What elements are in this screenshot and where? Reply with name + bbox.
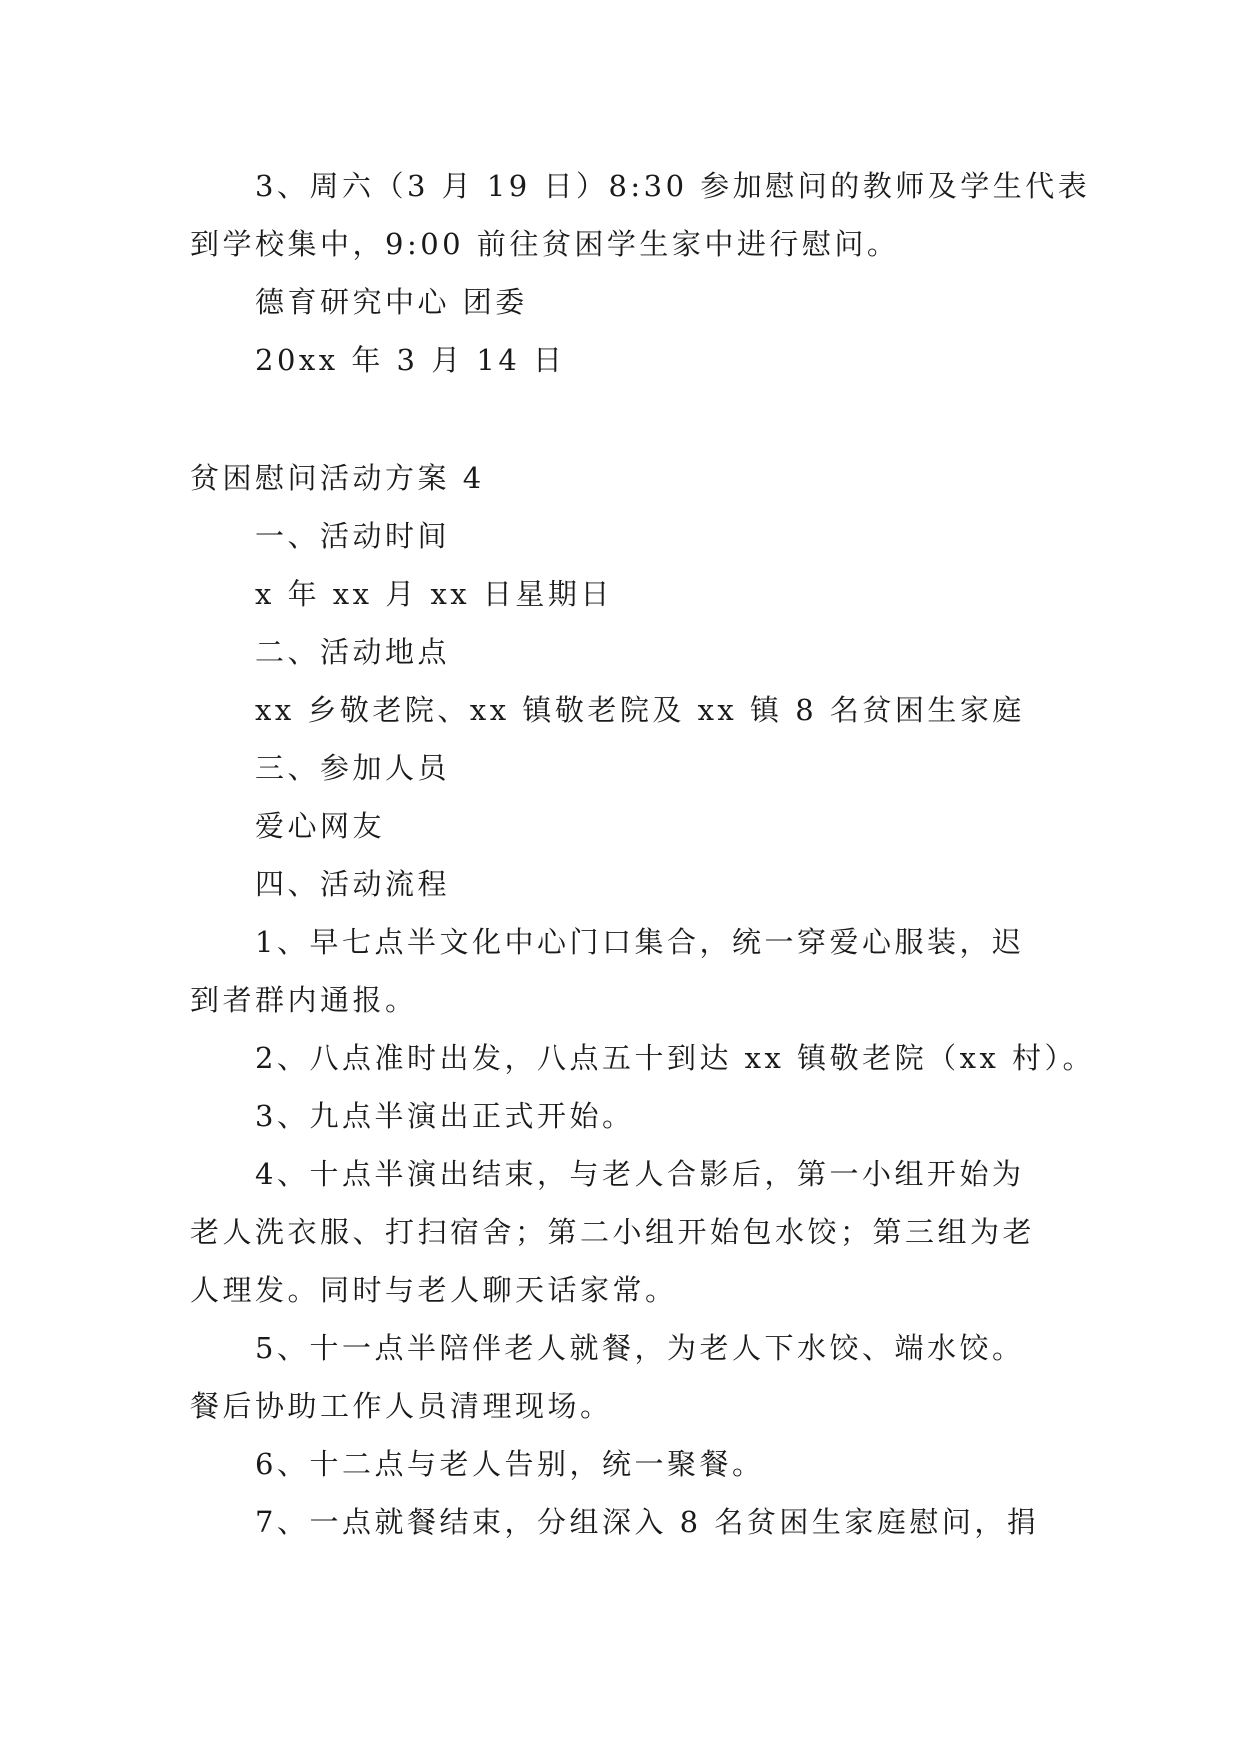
paragraph-item-3-line-2: 到学校集中，9:00 前往贫困学生家中进行慰问。: [190, 227, 900, 261]
heading-activity-time: 一、活动时间: [255, 519, 451, 553]
process-step-1-line-2: 到者群内通报。: [190, 983, 418, 1017]
process-step-4-line-2: 老人洗衣服、打扫宿舍；第二小组开始包水饺；第三组为老: [190, 1215, 1036, 1249]
process-step-1-line-1: 1、早七点半文化中心门口集合，统一穿爱心服装，迟: [255, 925, 1025, 959]
process-step-5-line-2: 餐后协助工作人员清理现场。: [190, 1389, 613, 1423]
process-step-5-line-1: 5、十一点半陪伴老人就餐，为老人下水饺、端水饺。: [255, 1331, 1025, 1365]
heading-participants: 三、参加人员: [255, 751, 451, 785]
heading-activity-process: 四、活动流程: [255, 867, 451, 901]
signature-organization: 德育研究中心 团委: [255, 285, 528, 319]
process-step-7-line-1: 7、一点就餐结束，分组深入 8 名贫困生家庭慰问，捐: [255, 1505, 1040, 1539]
heading-activity-location: 二、活动地点: [255, 635, 451, 669]
participants-value: 爱心网友: [255, 809, 386, 843]
section-title: 贫困慰问活动方案 4: [190, 461, 485, 495]
activity-location-value: xx 乡敬老院、xx 镇敬老院及 xx 镇 8 名贫困生家庭: [255, 693, 1025, 727]
process-step-6: 6、十二点与老人告别，统一聚餐。: [255, 1447, 765, 1481]
activity-time-value: x 年 xx 月 xx 日星期日: [255, 577, 613, 611]
signature-date: 20xx 年 3 月 14 日: [255, 343, 566, 377]
process-step-3: 3、九点半演出正式开始。: [255, 1099, 635, 1133]
paragraph-item-3-line-1: 3、周六（3 月 19 日）8:30 参加慰问的教师及学生代表: [255, 169, 1091, 203]
process-step-4-line-1: 4、十点半演出结束，与老人合影后，第一小组开始为: [255, 1157, 1025, 1191]
process-step-4-line-3: 人理发。同时与老人聊天话家常。: [190, 1273, 678, 1307]
process-step-2: 2、八点准时出发，八点五十到达 xx 镇敬老院（xx 村）。: [255, 1041, 1096, 1075]
